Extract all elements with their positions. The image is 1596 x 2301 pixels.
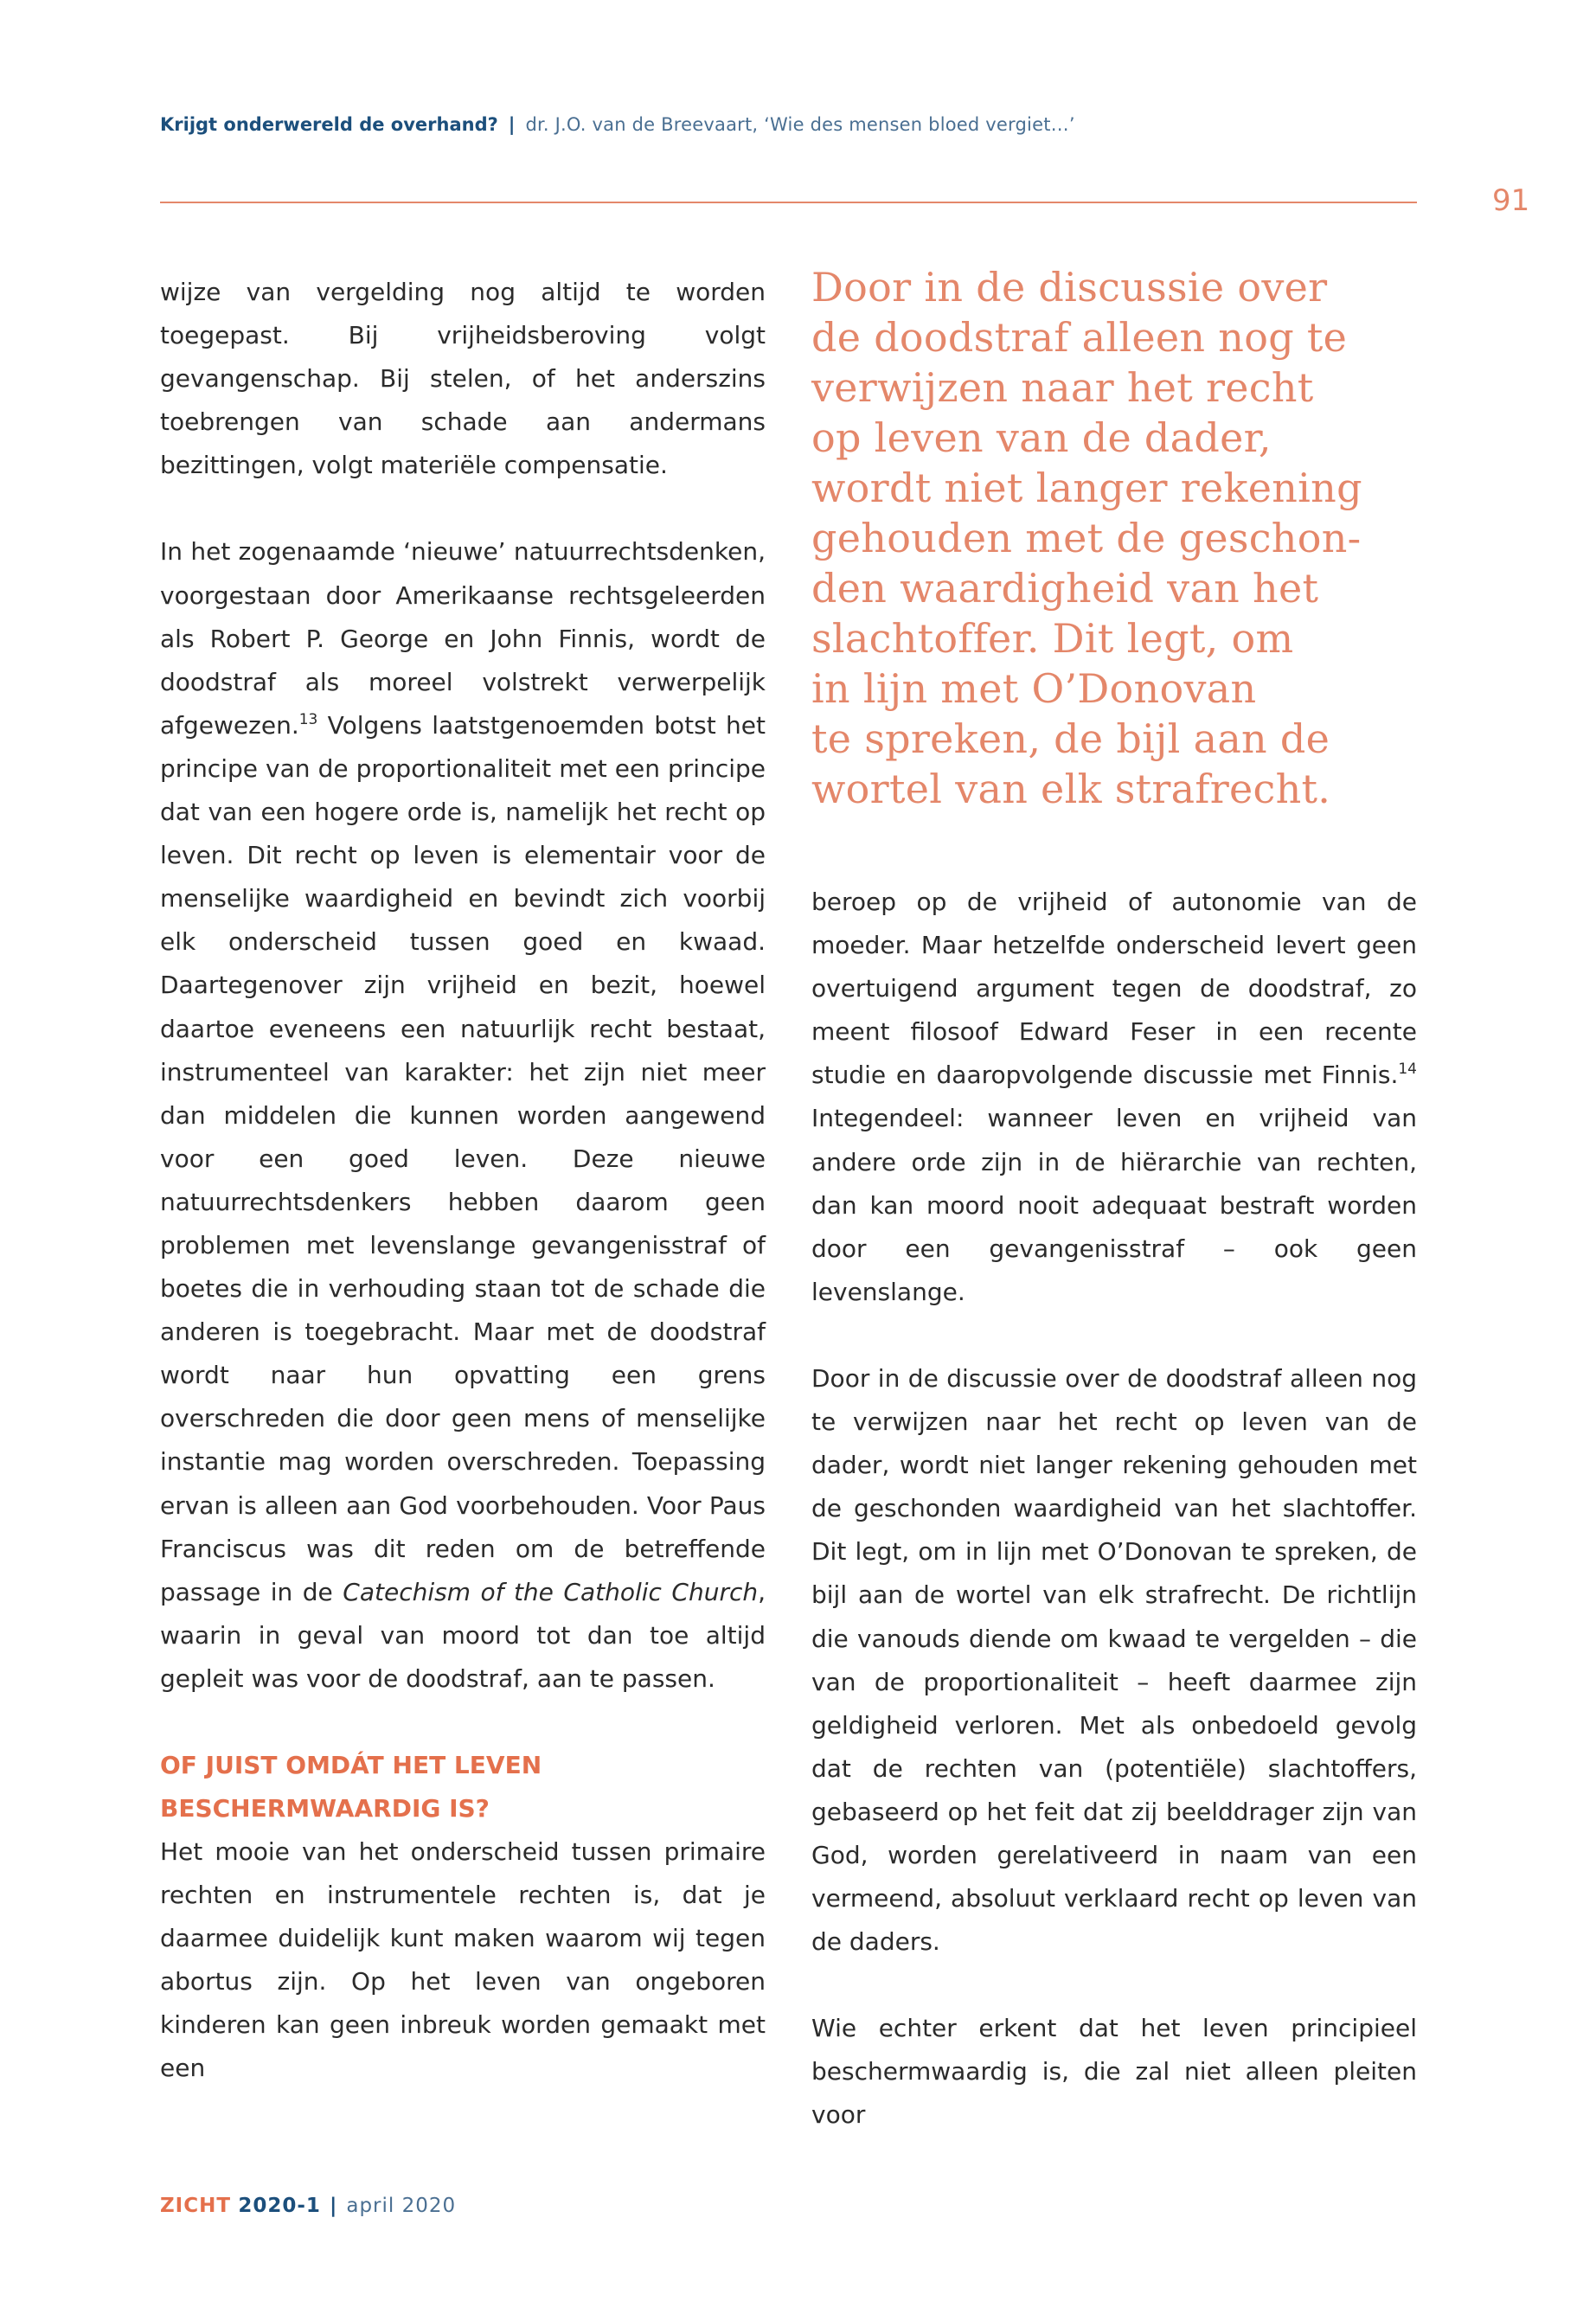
pull-quote-line: de doodstraf alleen nog te	[811, 314, 1348, 361]
footnote-ref-14: 14	[1398, 1061, 1417, 1079]
right-paragraph-3: Wie echter erkent dat het leven principieel beschermwaardig is, die zal niet alleen pleiten voor	[811, 2014, 1417, 2130]
pull-quote-line: op leven van de dader,	[811, 414, 1272, 461]
pull-quote-line: slachtoffer. Dit legt, om	[811, 615, 1294, 662]
footer-separator: |	[329, 2195, 338, 2217]
pull-quote-line: te spreken, de bijl aan de	[811, 715, 1330, 762]
section-subheading: OF JUIST OMDÁT HET LEVEN BESCHERMWAARDIG IS?	[160, 1751, 542, 1823]
right-paragraph-1	[811, 881, 1417, 1314]
right-column	[811, 881, 1417, 2138]
header-author-reference: dr. J.O. van de Breevaart, ‘Wie des mensen bloed vergiet…’	[525, 114, 1075, 135]
right-paragraph-1-text: beroep op de vrijheid of autonomie van de moeder. Maar hetzelfde onderscheid levert geen overtuigend argument tegen de doodstraf, zo meent filosoof Edward Feser in een recente studie en daaropvolgende discussie met Finnis.	[811, 888, 1417, 1090]
pull-quote-line: Door in de discussie over	[811, 264, 1328, 311]
header-title: Krijgt onderwereld de overhand?	[160, 114, 498, 135]
book-title-italic: Catechism of the Catholic Church	[343, 1577, 759, 1606]
left-column	[160, 271, 766, 2091]
header-separator: |	[508, 114, 516, 135]
left-paragraph-2-end: , waarin in geval van moord tot dan toe altijd gepleit was voor de doodstraf, aan te passen.	[160, 1577, 766, 1693]
page-number: 91	[1492, 183, 1530, 218]
pull-quote-line: verwijzen naar het recht	[811, 364, 1314, 411]
pull-quote	[811, 262, 1434, 814]
page-footer	[160, 2195, 456, 2217]
right-paragraph-2: Door in de discussie over de doodstraf alleen nog te verwijzen naar het recht op leven van de dader, wordt niet langer rekening gehouden met de geschonden waardigheid van het slachtoffer. Dit legt, om in lijn met O’Donovan te spreken, de bijl aan de wortel van elk strafrecht. De richtlijn die vanouds diende om kwaad te vergelden – die van de proportionaliteit – heeft daarmee zijn geldigheid verloren. Met als onbedoeld gevolg dat de rechten van (potentiële) slachtoffers, gebaseerd op het feit dat zij beelddrager zijn van God, worden gerelativeerd in naam van een vermeend, absoluut verklaard recht op leven van de daders.	[811, 1363, 1417, 1957]
pull-quote-line: gehouden met de geschon-	[811, 515, 1362, 561]
pull-quote-line: in lijn met O’Donovan	[811, 665, 1257, 712]
right-paragraph-1-continued: Integendeel: wanneer leven en vrijheid van andere orde zijn in de hiërarchie van rechten, dan kan moord nooit adequaat bestraft worden door een gevangenisstraf – ook geen levenslange.	[811, 1104, 1417, 1306]
left-paragraph-2-continued: Volgens laatstgenoemden botst het principe van de proportionaliteit met een principe dat van een hogere orde is, namelijk het recht op leven. Dit recht op leven is elementair voor de menselijke waardigheid en bevindt zich voorbij elk onderscheid tussen goed en kwaad. Daartegenover zijn vrijheid en bezit, hoewel daartoe eveneens een natuurlijk recht bestaat, instrumenteel van karakter: het zijn niet meer dan middelen die kunnen worden aangewend voor een goed leven. Deze nieuwe natuurrechtsdenkers hebben daarom geen problemen met levenslange gevangenisstraf of boetes die in verhouding staan tot de schade die anderen is toegebracht. Maar met de doodstraf wordt naar hun opvatting een grens overschreden die door geen mens of menselijke instantie mag worden overschreden. Toepassing ervan is alleen aan God voorbehouden. Voor Paus Franciscus was dit reden om de betreffende passage in de	[160, 710, 766, 1606]
header-rule	[160, 202, 1417, 203]
footer-issue: 2020-1	[238, 2195, 321, 2217]
left-paragraph-3: Het mooie van het onderscheid tussen primaire rechten en instrumentele rechten is, dat je daarmee duidelijk kunt maken waarom wij tegen abortus zijn. Op het leven van ongeboren kinderen kan geen inbreuk worden gemaakt met een	[160, 1837, 766, 2083]
footnote-ref-13: 13	[298, 710, 318, 728]
running-header	[160, 114, 1423, 135]
pull-quote-line: wortel van elk strafrecht.	[811, 766, 1331, 812]
left-paragraph-2	[160, 530, 766, 1701]
pull-quote-line: wordt niet langer rekening	[811, 465, 1362, 511]
pull-quote-line: den waardigheid van het	[811, 565, 1319, 612]
footer-magazine-name: ZICHT	[160, 2195, 232, 2217]
left-paragraph-1: wijze van vergelding nog altijd te worden toegepast. Bij vrijheidsberoving volgt gevangenschap. Bij stelen, of het anderszins toebrengen van schade aan andermans bezittingen, volgt materiële compensatie.	[160, 278, 766, 480]
footer-date: april 2020	[346, 2195, 457, 2217]
left-paragraph-2-text: In het zogenaamde ‘nieuwe’ natuurrechtsdenken, voorgestaan door Amerikaanse rechtsgeleerden als Robert P. George en John Finnis, wordt de doodstraf als moreel volstrekt verwerpelijk afgewezen.	[160, 537, 766, 740]
